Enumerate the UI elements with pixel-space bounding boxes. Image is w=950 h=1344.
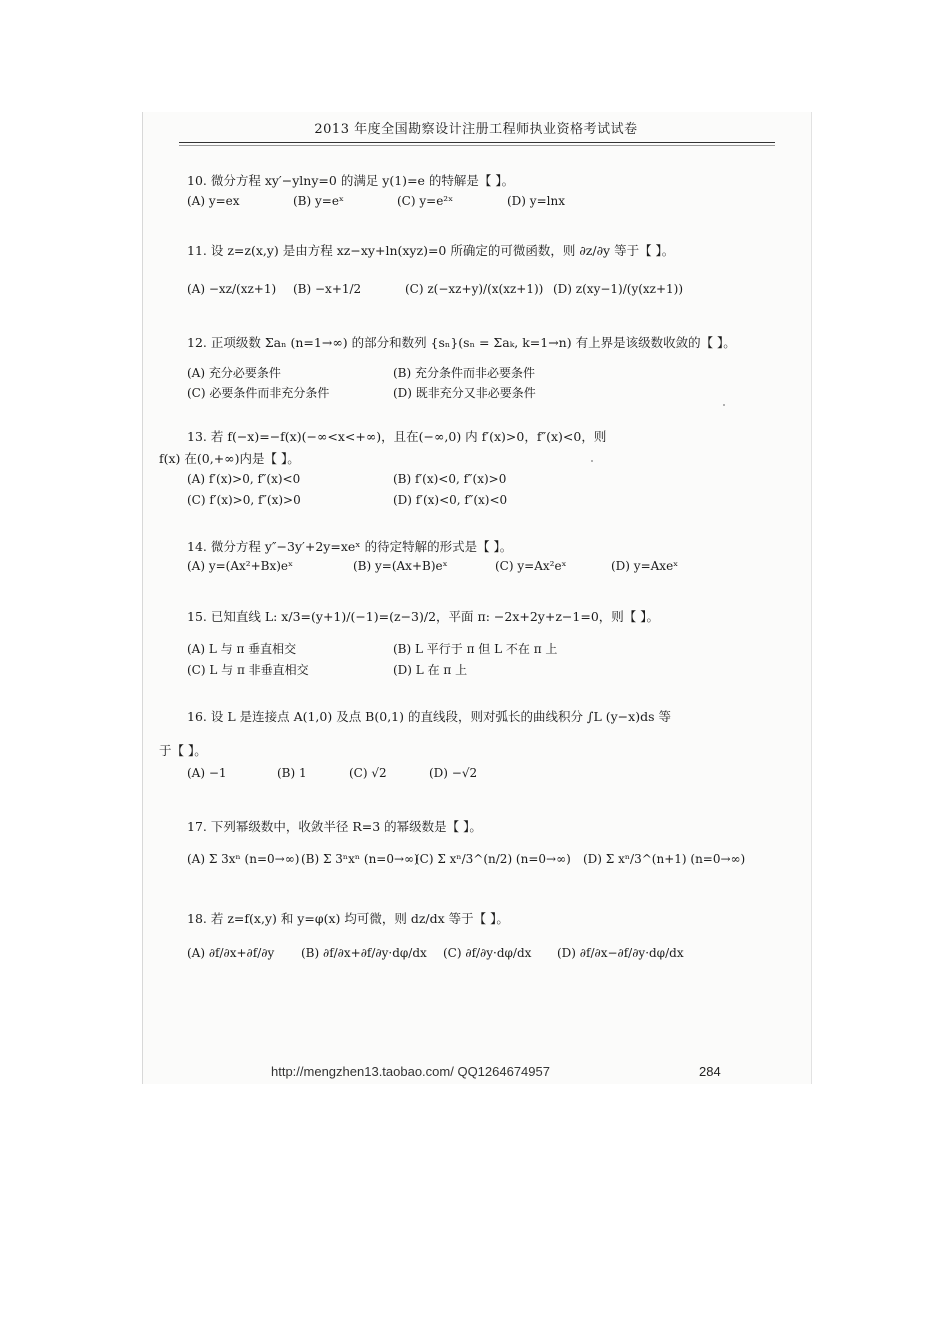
question-10-option-a: (A) y=ex — [187, 194, 240, 208]
question-10-option-d: (D) y=lnx — [507, 194, 565, 208]
question-16-option-a: (A) −1 — [187, 766, 227, 780]
question-16-stem: 16. 设 L 是连接点 A(1,0) 及点 B(0,1) 的直线段，则对弧长的曲线积分 ∫L (y−x)ds 等 — [187, 709, 671, 724]
question-11-option-a: (A) −xz/(xz+1) — [187, 282, 277, 296]
question-11-option-b: (B) −x+1/2 — [293, 282, 362, 296]
question-15-option-a: (A) L 与 π 垂直相交 — [187, 642, 297, 656]
question-15-option-c: (C) L 与 π 非垂直相交 — [187, 663, 309, 677]
question-18-option-b: (B) ∂f/∂x+∂f/∂y·dφ/dx — [301, 946, 427, 960]
question-14-option-a: (A) y=(Ax²+Bx)eˣ — [187, 559, 294, 573]
scan-speck — [723, 404, 725, 406]
question-13-option-d: (D) f′(x)<0, f″(x)<0 — [393, 493, 508, 507]
question-15-option-b: (B) L 平行于 π 但 L 不在 π 上 — [393, 642, 558, 656]
question-18-option-d: (D) ∂f/∂x−∂f/∂y·dφ/dx — [557, 946, 684, 960]
question-16-option-c: (C) √2 — [349, 766, 387, 780]
question-17-option-d: (D) Σ xⁿ/3^(n+1) (n=0→∞) — [583, 852, 746, 866]
question-12-option-c: (C) 必要条件而非充分条件 — [187, 386, 330, 400]
scan-speck — [591, 460, 593, 462]
question-11-stem: 11. 设 z=z(x,y) 是由方程 xz−xy+ln(xyz)=0 所确定的可微函数，则 ∂z/∂y 等于【 】。 — [187, 243, 675, 258]
question-17-option-c: (C) Σ xⁿ/3^(n/2) (n=0→∞) — [415, 852, 571, 866]
footer-url: http://mengzhen13.taobao.com/ QQ1264674957 — [271, 1064, 550, 1079]
question-16-option-b: (B) 1 — [277, 766, 307, 780]
question-17-option-b: (B) Σ 3ⁿxⁿ (n=0→∞) — [301, 852, 419, 866]
question-14-stem: 14. 微分方程 y″−3y′+2y=xeˣ 的待定特解的形式是【 】。 — [187, 539, 513, 554]
question-18-stem: 18. 若 z=f(x,y) 和 y=φ(x) 均可微，则 dz/dx 等于【 】。 — [187, 911, 509, 926]
question-18-option-a: (A) ∂f/∂x+∂f/∂y — [187, 946, 275, 960]
question-12-option-a: (A) 充分必要条件 — [187, 366, 281, 380]
page-header: 2013 年度全国勘察设计注册工程师执业资格考试试卷 — [314, 122, 638, 137]
question-14-option-b: (B) y=(Ax+B)eˣ — [353, 559, 448, 573]
question-14-option-c: (C) y=Ax²eˣ — [495, 559, 567, 573]
question-17-option-a: (A) Σ 3xⁿ (n=0→∞) — [187, 852, 300, 866]
question-13-option-c: (C) f′(x)>0, f″(x)>0 — [187, 493, 301, 507]
question-10-option-c: (C) y=e²ˣ — [397, 194, 454, 208]
question-14-option-d: (D) y=Axeˣ — [611, 559, 679, 573]
exam-page — [142, 112, 812, 1084]
question-10-stem: 10. 微分方程 xy′−ylny=0 的满足 y(1)=e 的特解是【 】。 — [187, 173, 515, 188]
question-12-option-b: (B) 充分条件而非必要条件 — [393, 366, 535, 380]
question-13-stem: 13. 若 f(−x)=−f(x)(−∞<x<+∞)，且在(−∞,0) 内 f′(x)>0，f″(x)<0，则 — [187, 429, 607, 444]
question-12-option-d: (D) 既非充分又非必要条件 — [393, 386, 536, 400]
header-rule-secondary — [179, 145, 775, 146]
question-18-option-c: (C) ∂f/∂y·dφ/dx — [443, 946, 532, 960]
question-11-option-c: (C) z(−xz+y)/(x(xz+1)) — [405, 282, 544, 296]
question-15-stem: 15. 已知直线 L: x/3=(y+1)/(−1)=(z−3)/2，平面 π: −2x+2y+z−1=0，则【 】。 — [187, 609, 660, 624]
question-12-stem: 12. 正项级数 Σaₙ (n=1→∞) 的部分和数列 {sₙ}(sₙ = Σaₖ, k=1→n) 有上界是该级数收敛的【 】。 — [187, 335, 736, 350]
question-10-option-b: (B) y=eˣ — [293, 194, 345, 208]
page-number: 284 — [699, 1064, 721, 1079]
question-13-option-b: (B) f′(x)<0, f″(x)>0 — [393, 472, 507, 486]
question-15-option-d: (D) L 在 π 上 — [393, 663, 468, 677]
question-13-option-a: (A) f′(x)>0, f″(x)<0 — [187, 472, 301, 486]
question-13-stem-continued: f(x) 在(0,+∞)内是【 】。 — [159, 451, 300, 466]
question-17-stem: 17. 下列幂级数中，收敛半径 R=3 的幂级数是【 】。 — [187, 819, 482, 834]
question-16-option-d: (D) −√2 — [429, 766, 478, 780]
question-11-option-d: (D) z(xy−1)/(y(xz+1)) — [553, 282, 684, 296]
header-rule — [179, 142, 775, 143]
question-16-stem-continued: 于【 】。 — [159, 743, 207, 758]
